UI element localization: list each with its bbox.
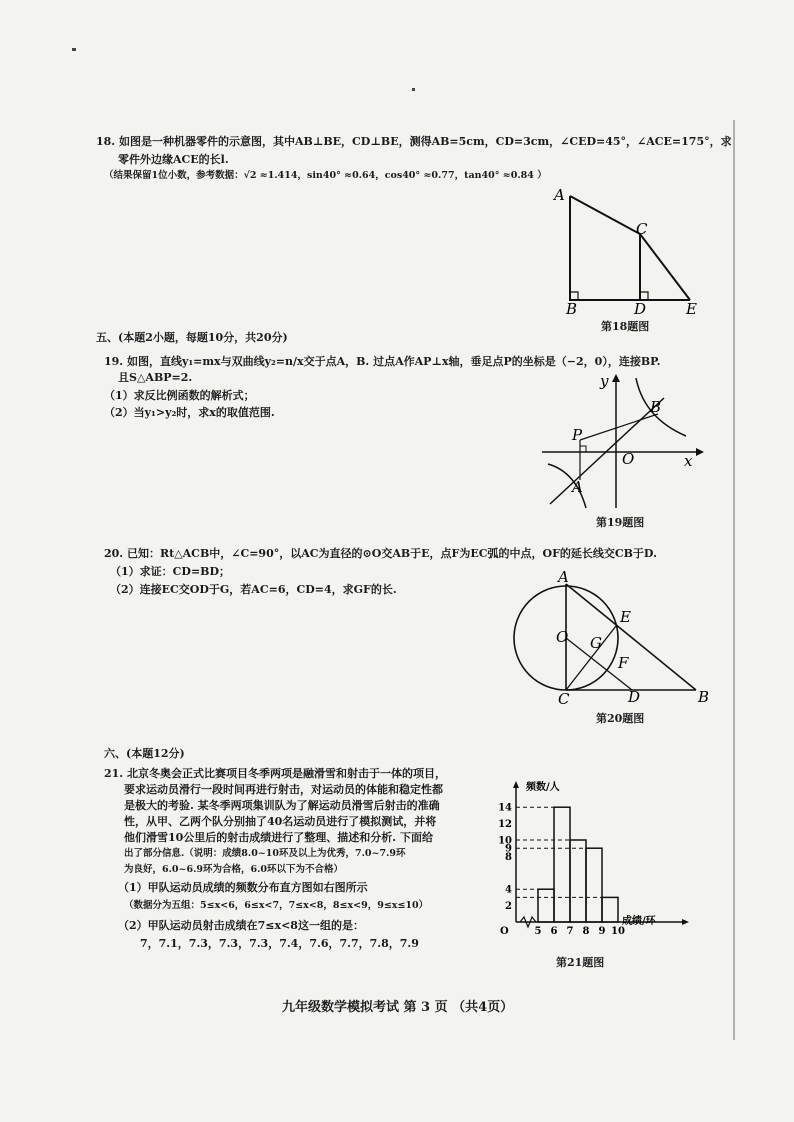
q20-label-d: D bbox=[628, 688, 641, 706]
x-axis-title: 成绩/环 bbox=[622, 916, 656, 927]
q19-label-p: P bbox=[572, 426, 583, 444]
q21-line: （1）甲队运动员成绩的频数分布直方图如右图所示 bbox=[118, 881, 368, 894]
q20-part1: （1）求证：CD=BD； bbox=[110, 565, 231, 578]
q19-figure bbox=[536, 368, 706, 514]
q20-label-e: E bbox=[620, 608, 631, 626]
q20-figure bbox=[512, 570, 716, 708]
q21-line: （2）甲队运动员射击成绩在7≤x<8这一组的是： bbox=[118, 919, 364, 932]
x-tick-label: 5 bbox=[534, 926, 542, 937]
y-tick-label: 4 bbox=[505, 884, 512, 896]
x-tick-label: 9 bbox=[598, 926, 606, 937]
q21-line: 是极大的考验. 某冬季两项集训队为了解运动员滑雪后射击的准确 bbox=[124, 799, 440, 812]
q19-stem-line1: 19. 如图，直线y₁=mx与双曲线y₂=n/x交于点A，B. 过点A作AP⊥x轴，垂足点P的坐标是（−2，0），连接BP. bbox=[104, 355, 661, 368]
q18-label-b: B bbox=[566, 300, 578, 318]
q20-label-c: C bbox=[558, 690, 570, 708]
y-axis-title: 频数/人 bbox=[526, 782, 560, 793]
q21-histogram bbox=[486, 776, 718, 948]
q20-label-f: F bbox=[618, 654, 629, 672]
q20-stem: 20. 已知：Rt△ACB中，∠C=90°，以AC为直径的⊙O交AB于E，点F为EC弧的中点，OF的延长线交CB于D. bbox=[104, 547, 657, 560]
q18-hint: （结果保留1位小数，参考数据：√2 ≈1.414，sin40° ≈0.64，cos40° ≈0.77，tan40° ≈0.84 ） bbox=[104, 170, 547, 181]
y-tick-label: 14 bbox=[498, 802, 512, 814]
q19-label-y: y bbox=[600, 372, 609, 390]
q21-line: 21. 北京冬奥会正式比赛项目冬季两项是融滑雪和射击于一体的项目， bbox=[104, 767, 446, 780]
x-tick-label: 6 bbox=[550, 926, 558, 937]
histogram-bar bbox=[586, 848, 602, 922]
q19-label-b: B bbox=[650, 398, 662, 416]
q21-line: 性，从甲、乙两个队分别抽了40名运动员进行了模拟测试，并将 bbox=[124, 815, 437, 828]
q21-line: 他们滑雪10公里后的射击成绩进行了整理、描述和分析. 下面给 bbox=[124, 831, 433, 844]
section5-heading: 五、(本题2小题，每题10分，共20分) bbox=[96, 331, 288, 344]
x-tick-label: 10 bbox=[611, 926, 625, 937]
x-tick-label: 8 bbox=[582, 926, 590, 937]
q20-label-g: G bbox=[590, 634, 602, 652]
y-tick-label: 10 bbox=[498, 835, 512, 847]
q19-label-a: A bbox=[572, 478, 583, 496]
x-axis-arrow bbox=[682, 919, 689, 925]
q21-line: 要求运动员滑行一段时间再进行射击，对运动员的体能和稳定性都 bbox=[124, 783, 443, 796]
q19-label-o: O bbox=[622, 450, 635, 468]
q18-stem-line2: 零件外边缘ACE的长l. bbox=[118, 153, 229, 166]
histogram-bar bbox=[538, 889, 554, 922]
q18-caption: 第18题图 bbox=[601, 320, 650, 333]
q21-caption: 第21题图 bbox=[556, 956, 605, 969]
origin-label: O bbox=[500, 926, 509, 937]
y-tick-label: 8 bbox=[505, 851, 512, 863]
q21-line: 为良好，6.0~6.9环为合格，6.0环以下为不合格） bbox=[124, 864, 344, 875]
q19-stem-line2: 且S△ABP=2. bbox=[118, 371, 193, 384]
q21-line: （数据分为五组：5≤x<6，6≤x<7，7≤x<8，8≤x<9，9≤x≤10） bbox=[124, 900, 429, 911]
histogram-bar bbox=[554, 807, 570, 922]
q18-label-e: E bbox=[686, 300, 697, 318]
histogram-bar bbox=[570, 840, 586, 922]
q20-label-o: O bbox=[556, 628, 569, 646]
q18-label-d: D bbox=[634, 300, 647, 318]
q18-label-a: A bbox=[554, 186, 565, 204]
y-tick-label: 9 bbox=[505, 843, 512, 855]
q19-part1: （1）求反比例函数的解析式； bbox=[104, 389, 255, 402]
q18-stem-line1: 18. 如图是一种机器零件的示意图，其中AB⊥BE，CD⊥BE，测得AB=5cm，CD=3cm，∠CED=45°，∠ACE=175°，求 bbox=[96, 135, 732, 148]
y-tick-label: 12 bbox=[498, 819, 512, 831]
x-tick-label: 7 bbox=[566, 926, 574, 937]
q21-line: 出了部分信息.（说明：成绩8.0~10环及以上为优秀，7.0~7.9环 bbox=[124, 848, 406, 859]
page-footer: 九年级数学模拟考试 第 3 页 （共4页） bbox=[282, 1000, 514, 1015]
y-axis-arrow bbox=[513, 781, 519, 788]
q21-line: 7，7.1，7.3，7.3，7.3，7.4，7.6，7.7，7.8，7.9 bbox=[140, 937, 419, 950]
q18-label-c: C bbox=[636, 220, 648, 238]
q20-caption: 第20题图 bbox=[596, 712, 645, 725]
q20-label-a: A bbox=[558, 570, 569, 586]
q18-figure bbox=[550, 182, 710, 322]
q19-part2: （2）当y₁>y₂时，求x的取值范围. bbox=[104, 406, 275, 419]
q20-part2: （2）连接EC交OD于G，若AC=6，CD=4，求GF的长. bbox=[110, 583, 397, 596]
y-tick-label: 2 bbox=[505, 901, 512, 913]
histogram-bar bbox=[602, 897, 618, 922]
q19-label-x: x bbox=[684, 452, 693, 470]
section6-heading: 六、(本题12分) bbox=[104, 747, 185, 760]
q20-label-b: B bbox=[698, 688, 710, 706]
q19-caption: 第19题图 bbox=[596, 516, 645, 529]
